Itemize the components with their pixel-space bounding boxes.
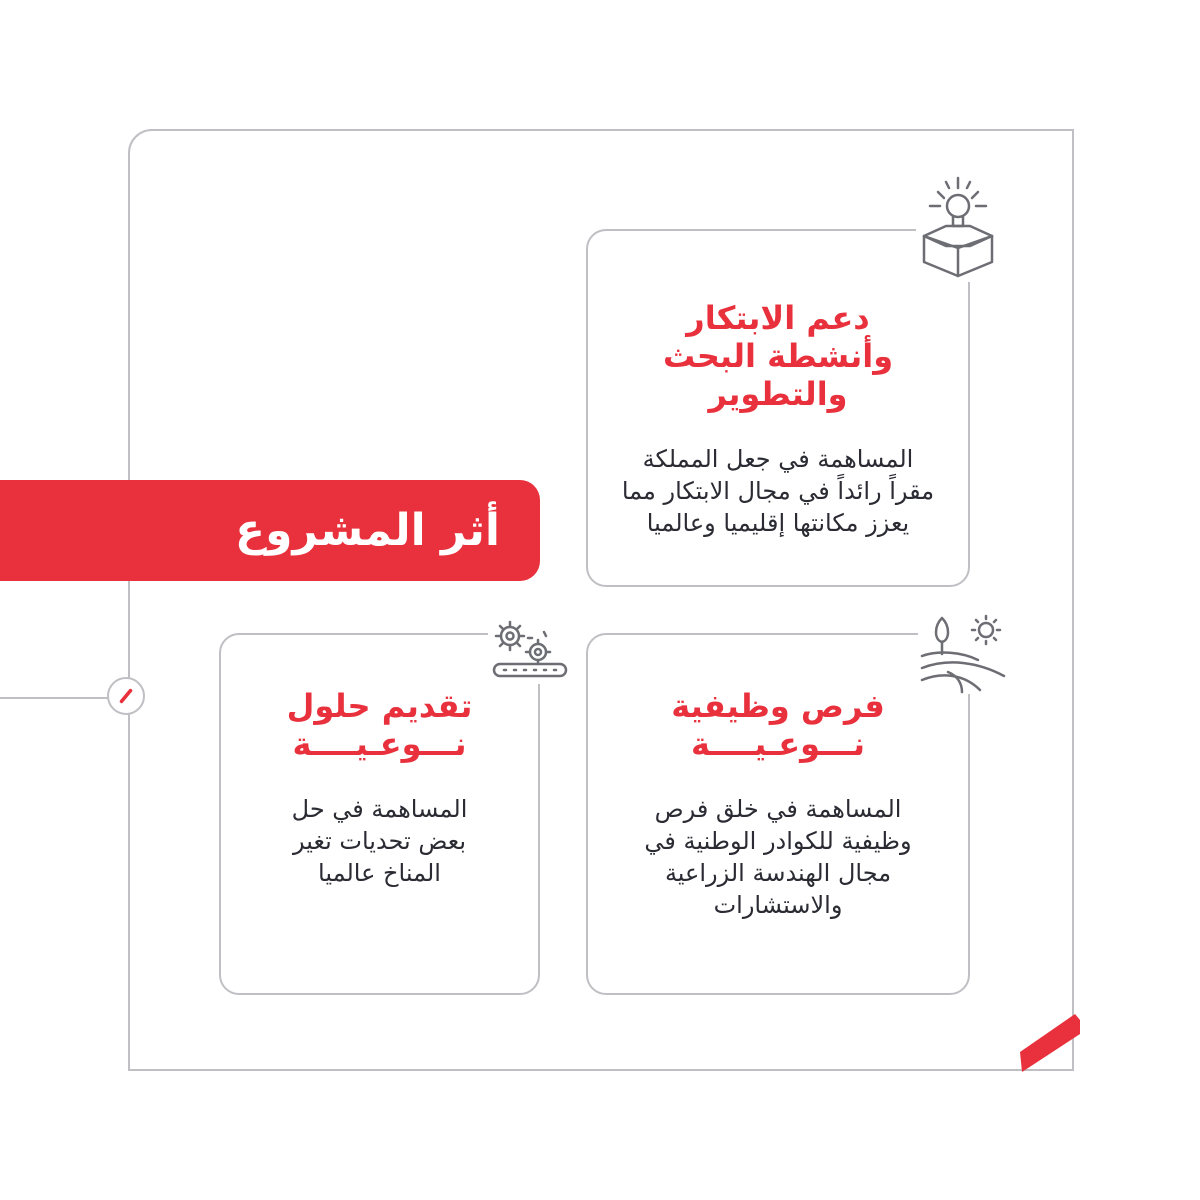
card-title-line: فرص وظيفية [671,687,885,725]
card-job-opportunities [586,633,970,995]
card-title [663,299,893,413]
card-body-line: والاستشارات [713,891,843,919]
card-title-line: نـــوعـيــــة [691,725,865,763]
card-title-line: تقديم حلول [286,687,473,725]
card-title-line: دعم الابتكار [686,299,870,337]
card-body [622,443,934,539]
card-quality-solutions [219,633,540,995]
card-title [671,687,885,763]
card-body-line: المساهمة في حل [291,795,468,823]
card-title-line: وأنشطة البحث [662,337,894,375]
lightbulb-box-icon [916,170,1000,282]
corner-accent-mark [1020,1012,1080,1072]
card-body-line: مقراً رائداً في مجال الابتكار مما [621,477,935,505]
card-body-line: المساهمة في خلق فرص [654,795,902,823]
card-title [287,687,473,763]
card-body [292,793,468,889]
tree-field-sun-icon [918,612,1008,694]
card-body-line: يعزز مكانتها إقليميا وعالميا [646,509,910,537]
card-title-line: نـــوعـيــــة [292,725,467,763]
card-body-line: مجال الهندسة الزراعية [664,859,892,887]
project-impact-banner [0,480,540,581]
card-body-line: المناخ عالميا [318,859,441,887]
card-body-line: وظيفية للكوادر الوطنية في [644,827,912,855]
card-title-line: والتطوير [708,375,848,413]
banner-title: أثر المشروع [235,505,500,556]
timeline-dot [107,677,145,715]
card-body [644,793,911,921]
card-innovation [586,229,970,587]
card-body-line: المساهمة في جعل المملكة [642,445,914,473]
gears-conveyor-icon [488,618,572,684]
card-body-line: بعض تحديات تغير [293,827,467,855]
